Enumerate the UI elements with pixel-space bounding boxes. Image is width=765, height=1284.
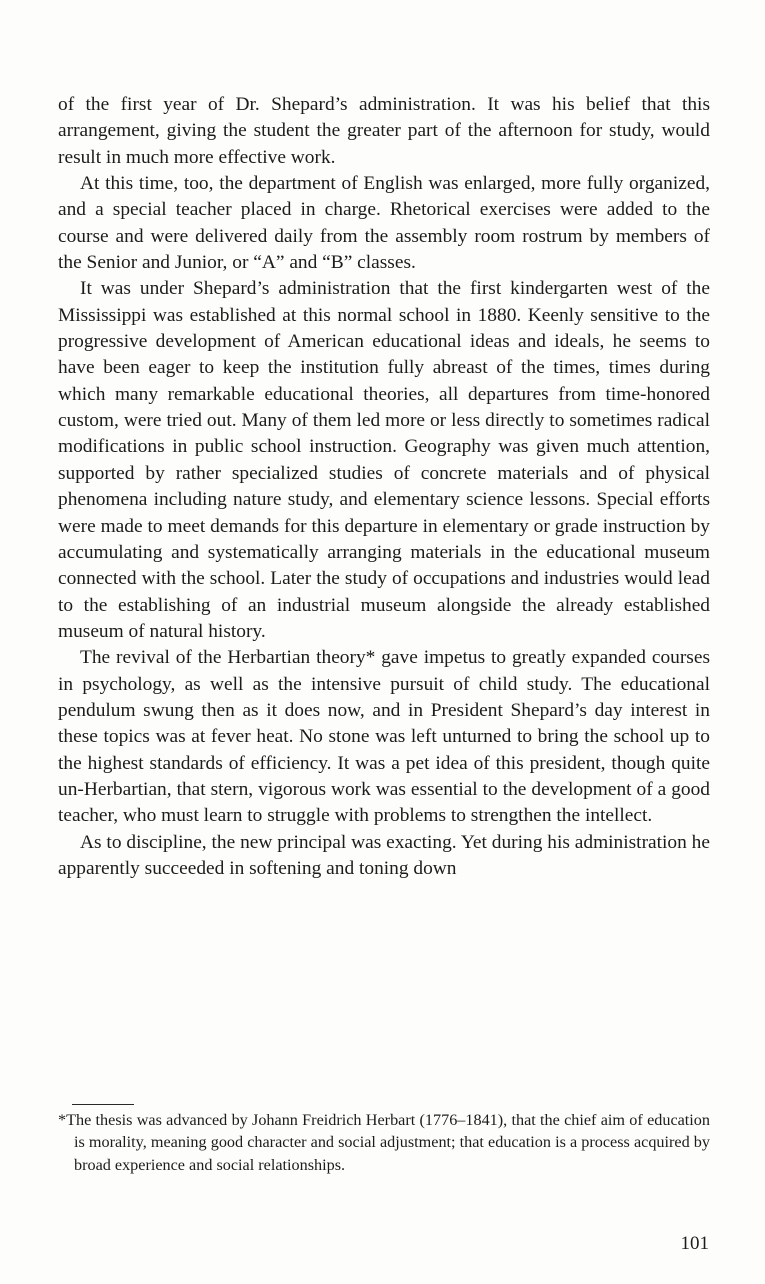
paragraph-herbartian-theory: The revival of the Herbartian theory* gave impetus to greatly expanded courses in psychology, as well as the intensive pursuit of child study. The educational pendulum swung then as it does now, and in President Shepard’s day interest in these topics was at fever heat. No stone was left unturned to bring the school up to the highest standards of efficiency. It was a pet idea of this president, though quite un-Herbartian, that stern, vigorous work was essential to the development of a good teacher, who must learn to struggle with problems to strengthen the intellect.	[58, 647, 710, 827]
paragraph-kindergarten: It was under Shepard’s administration that the first kindergarten west of the Mississippi was established at this normal school in 1880. Keenly sensitive to the progressive development of American educational ideas and ideals, he seems to have been eager to keep the institution fully abreast of the times, times during which many remarkable educational theories, all departures from time-honored custom, were tried out. Many of them led more or less directly to sometimes radical modifications in public school instruction. Geography was given much attention, supported by rather specialized studies of concrete materials and of physical phenomena including nature study, and elementary science lessons. Special efforts were made to meet demands for this departure in elementary or grade instruction by accumulating and systematically arranging materials in the educational museum connected with the school. Later the study of occupations and industries would lead to the establishing of an industrial museum alongside the already established museum of natural history.	[58, 278, 710, 642]
footnote-divider	[72, 1104, 134, 1105]
footnote-text: *The thesis was advanced by Johann Freidrich Herbart (1776–1841), that the chief aim of education is morality, meaning good character and social adjustment; that education is a process acquired by broad experience and social relationships.	[58, 1111, 710, 1174]
page-number: 101	[680, 1233, 709, 1254]
footnote	[58, 1109, 710, 1176]
body-text	[58, 92, 710, 882]
paragraph-discipline: As to discipline, the new principal was exacting. Yet during his administration he apparently succeeded in softening and toning down	[58, 831, 710, 879]
paragraph-english-department: At this time, too, the department of English was enlarged, more fully organized, and a special teacher placed in charge. Rhetorical exercises were added to the course and were delivered daily from the assembly room rostrum by members of the Senior and Junior, or “A” and “B” classes.	[58, 173, 710, 274]
paragraph-continuation: of the first year of Dr. Shepard’s administration. It was his belief that this arrangement, giving the student the greater part of the afternoon for study, would result in much more effective work.	[58, 94, 710, 168]
